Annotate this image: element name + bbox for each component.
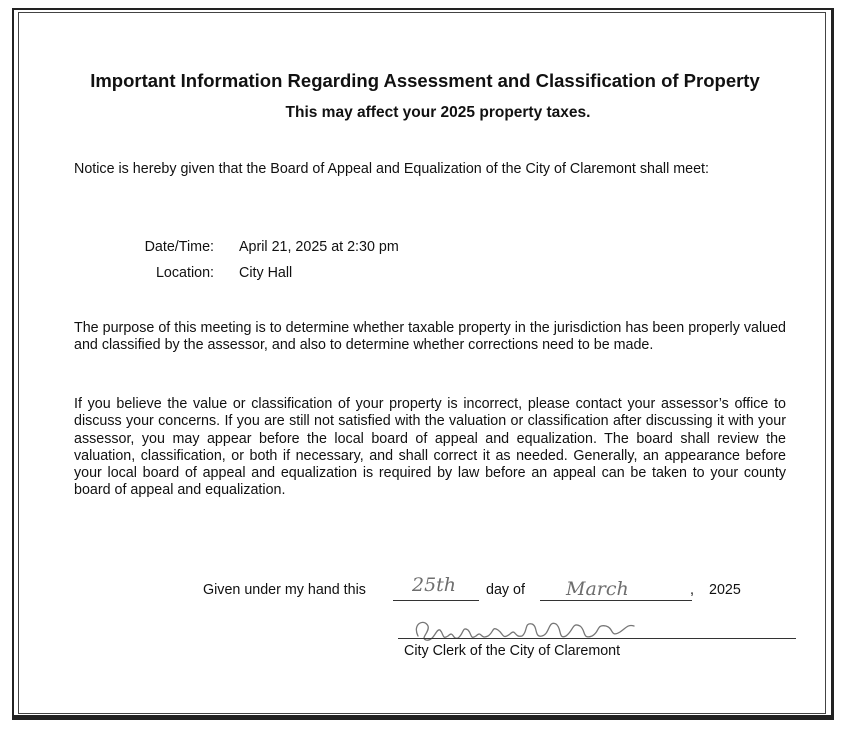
month-comma: ,: [690, 582, 694, 598]
day-of-text: day of: [486, 582, 525, 598]
clerk-signature: [410, 612, 640, 646]
purpose-paragraph: The purpose of this meeting is to determine whether taxable property in the jurisdiction has been properly valued and classified by the assessor, and also to determine whether corrections need to be made.: [74, 320, 786, 354]
given-prefix: Given under my hand this: [203, 582, 366, 598]
appeal-info-paragraph: If you believe the value or classification of your property is incorrect, please contact your assessor’s office to discuss your concerns. If you are still not satisfied with the valuation or classification after discussing it with your assessor, you may appear before the local board of appeal and equalization. The board shall review the valuation, classification, or both if necessary, and shall correct it as needed. Generally, an appearance before your local board of appeal and equalization is required by law before an appeal can be taken to your county board of appeal and equalization.: [74, 396, 786, 499]
notice-title: Important Information Regarding Assessment and Classification of Property: [90, 70, 760, 91]
signature-line: [398, 638, 796, 639]
signature-caption: City Clerk of the City of Claremont: [404, 643, 621, 659]
notice-subtitle: This may affect your 2025 property taxes.: [285, 104, 591, 121]
datetime-label: Date/Time:: [144, 239, 214, 255]
month-blank: [540, 600, 692, 601]
handwritten-day: 25th: [412, 574, 457, 596]
year-text: 2025: [709, 582, 741, 598]
location-label: Location:: [155, 265, 214, 281]
datetime-value: April 21, 2025 at 2:30 pm: [239, 239, 399, 255]
handwritten-month: March: [566, 578, 629, 600]
day-blank: [393, 600, 479, 601]
location-value: City Hall: [239, 265, 293, 281]
intro-paragraph: Notice is hereby given that the Board of Appeal and Equalization of the City of Claremont shall meet:: [74, 161, 709, 177]
